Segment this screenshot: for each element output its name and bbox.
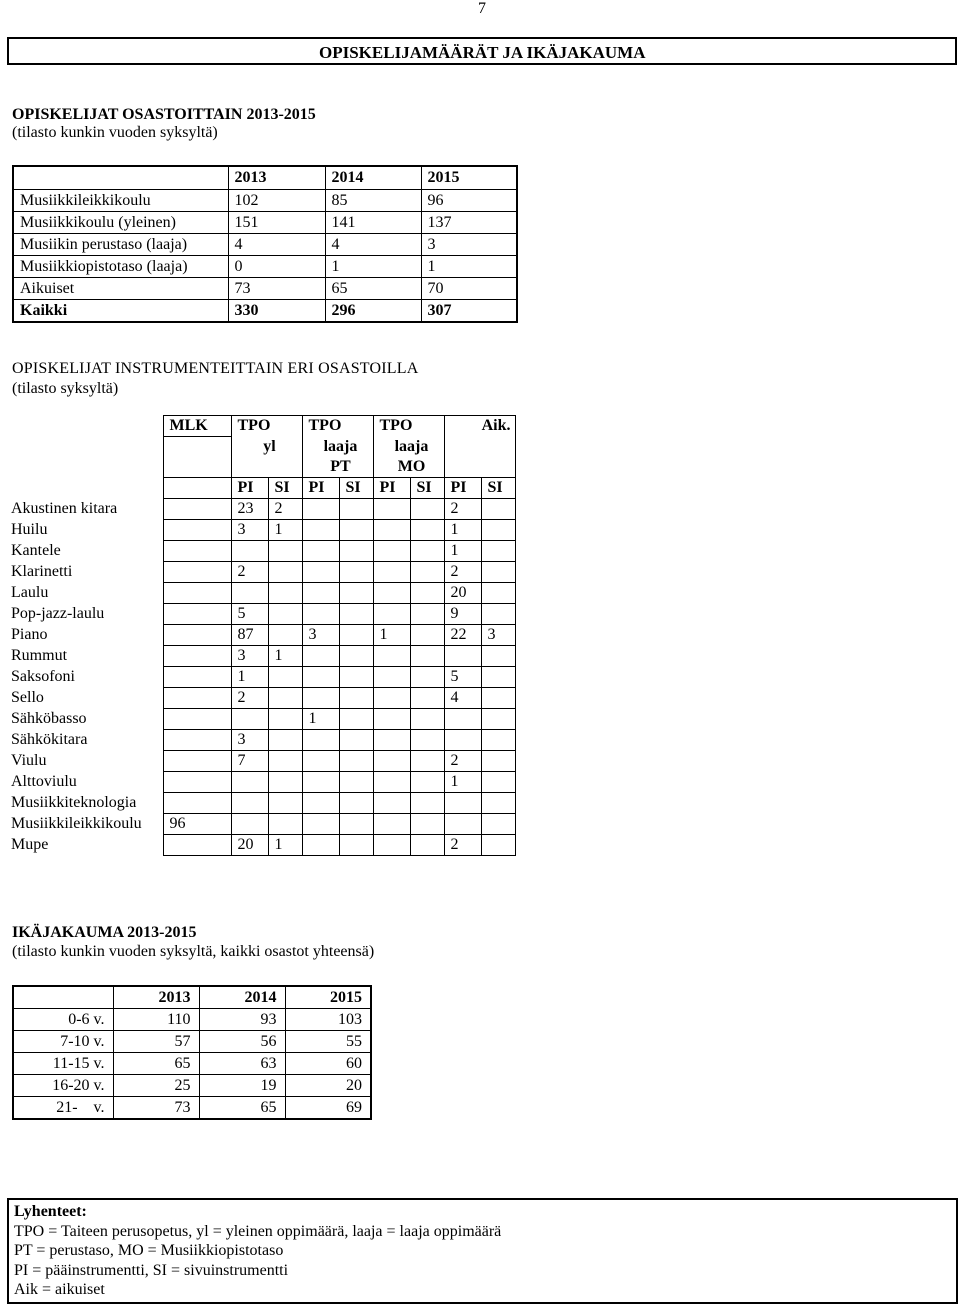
cell-mlk xyxy=(163,751,231,772)
cell: 4 xyxy=(325,234,421,256)
table-row xyxy=(5,646,515,667)
main-title: OPISKELIJAMÄÄRÄT JA IKÄJAKAUMA xyxy=(319,43,646,62)
cell: 1 xyxy=(268,520,302,541)
cell: 96 xyxy=(421,190,517,212)
cell: 4 xyxy=(444,688,481,709)
header-aik: Aik. xyxy=(444,416,515,437)
abbreviations-title: Lyhenteet: xyxy=(14,1203,87,1220)
cell xyxy=(268,583,302,604)
cell xyxy=(481,604,515,625)
cell xyxy=(302,583,339,604)
header-mlk: MLK xyxy=(163,416,231,437)
cell-mlk xyxy=(163,709,231,730)
cell: 20 xyxy=(231,835,268,856)
instrument-rows xyxy=(5,499,515,856)
cell xyxy=(481,583,515,604)
cell xyxy=(481,541,515,562)
cell: 102 xyxy=(228,190,325,212)
cell: 2 xyxy=(444,562,481,583)
cell xyxy=(373,730,410,751)
row-label: 7-10 v. xyxy=(13,1031,113,1053)
cell xyxy=(481,520,515,541)
cell xyxy=(268,604,302,625)
cell: 3 xyxy=(421,234,517,256)
cell xyxy=(410,562,444,583)
row-label: Musiikkikoulu (yleinen) xyxy=(13,212,228,234)
cell: 1 xyxy=(421,256,517,278)
table-row xyxy=(13,1031,371,1053)
cell xyxy=(339,667,373,688)
cell xyxy=(481,688,515,709)
cell xyxy=(302,646,339,667)
abbreviations-box xyxy=(7,1198,958,1304)
cell xyxy=(481,646,515,667)
header-si: SI xyxy=(339,478,373,499)
cell: 2 xyxy=(444,499,481,520)
cell xyxy=(268,751,302,772)
cell xyxy=(302,541,339,562)
table-row xyxy=(5,625,515,646)
cell-mlk xyxy=(163,604,231,625)
cell xyxy=(373,751,410,772)
instrument-label: Sähkökitara xyxy=(11,731,88,748)
header-row-curricula xyxy=(5,437,515,458)
cell xyxy=(373,583,410,604)
cell: 55 xyxy=(285,1031,371,1053)
cell-mlk xyxy=(163,562,231,583)
cell: 2 xyxy=(444,751,481,772)
table-row xyxy=(5,520,515,541)
cell xyxy=(339,499,373,520)
cell: 1 xyxy=(268,835,302,856)
table-row xyxy=(5,499,515,520)
cell: 1 xyxy=(444,520,481,541)
cell xyxy=(373,541,410,562)
instrument-label: Musiikkiteknologia xyxy=(11,794,137,811)
cell-mlk xyxy=(163,667,231,688)
year-header: 2013 xyxy=(113,986,199,1009)
table-row xyxy=(13,190,517,212)
cell xyxy=(410,625,444,646)
section2-subtitle: (tilasto syksyltä) xyxy=(12,380,119,397)
cell: 1 xyxy=(444,541,481,562)
cell: 2 xyxy=(231,562,268,583)
cell xyxy=(339,793,373,814)
table-row xyxy=(5,583,515,604)
year-header: 2014 xyxy=(325,166,421,190)
cell: 20 xyxy=(285,1075,371,1097)
cell xyxy=(339,688,373,709)
cell xyxy=(339,709,373,730)
cell xyxy=(410,751,444,772)
cell: 3 xyxy=(231,520,268,541)
cell xyxy=(231,583,268,604)
cell: 5 xyxy=(444,667,481,688)
header-laaja: laaja xyxy=(373,437,444,458)
instrument-label: Huilu xyxy=(11,521,48,538)
cell xyxy=(268,793,302,814)
cell xyxy=(302,730,339,751)
cell-mlk xyxy=(163,520,231,541)
cell: 70 xyxy=(421,278,517,300)
cell xyxy=(302,793,339,814)
table-row xyxy=(5,709,515,730)
cell: 307 xyxy=(421,300,517,323)
table-row xyxy=(13,1009,371,1031)
table-row xyxy=(13,1075,371,1097)
cell xyxy=(444,793,481,814)
cell: 5 xyxy=(231,604,268,625)
table-row xyxy=(5,793,515,814)
instrument-label: Klarinetti xyxy=(11,563,73,580)
cell: 7 xyxy=(231,751,268,772)
cell xyxy=(410,814,444,835)
header-pi: PI xyxy=(444,478,481,499)
age-distribution-table xyxy=(12,985,372,1120)
row-label: Aikuiset xyxy=(13,278,228,300)
header-blank xyxy=(13,166,228,190)
instrument-label: Mupe xyxy=(11,836,49,853)
cell: 0 xyxy=(228,256,325,278)
table-row xyxy=(5,835,515,856)
cell xyxy=(410,835,444,856)
cell xyxy=(444,709,481,730)
abbreviation-line: TPO = Taiteen perusopetus, yl = yleinen oppimäärä, laaja = laaja oppimäärä xyxy=(14,1222,502,1240)
year-header: 2013 xyxy=(228,166,325,190)
table-row xyxy=(5,730,515,751)
cell-mlk xyxy=(163,730,231,751)
table-row xyxy=(5,814,515,835)
section3-title: IKÄJAKAUMA 2013-2015 xyxy=(12,924,197,941)
cell: 9 xyxy=(444,604,481,625)
cell: 3 xyxy=(231,646,268,667)
cell xyxy=(268,772,302,793)
table-header-row xyxy=(13,986,371,1009)
cell: 2 xyxy=(231,688,268,709)
instrument-label: Pop-jazz-laulu xyxy=(11,605,105,622)
cell: 1 xyxy=(302,709,339,730)
section1-title: OPISKELIJAT OSASTOITTAIN 2013-2015 xyxy=(12,106,316,123)
cell xyxy=(268,814,302,835)
cell: 60 xyxy=(285,1053,371,1075)
cell-mlk xyxy=(163,646,231,667)
cell xyxy=(302,520,339,541)
cell xyxy=(410,499,444,520)
cell-mlk xyxy=(163,499,231,520)
cell-mlk xyxy=(163,688,231,709)
instrument-label: Sähköbasso xyxy=(11,710,87,727)
header-tpo-mo: TPO xyxy=(373,416,444,437)
cell: 65 xyxy=(113,1053,199,1075)
cell: 4 xyxy=(228,234,325,256)
table-row xyxy=(13,234,517,256)
cell: 110 xyxy=(113,1009,199,1031)
section1-subtitle: (tilasto kunkin vuoden syksyltä) xyxy=(12,124,218,141)
header-pi: PI xyxy=(302,478,339,499)
instrument-label: Sello xyxy=(11,689,44,706)
cell xyxy=(339,541,373,562)
cell xyxy=(373,709,410,730)
cell xyxy=(268,709,302,730)
cell: 330 xyxy=(228,300,325,323)
cell xyxy=(268,541,302,562)
cell xyxy=(481,772,515,793)
cell xyxy=(373,604,410,625)
cell: 2 xyxy=(268,499,302,520)
table-header-row xyxy=(13,166,517,190)
header-pi: PI xyxy=(231,478,268,499)
section2-title: OPISKELIJAT INSTRUMENTEITTAIN ERI OSASTOILLA xyxy=(12,360,419,377)
cell xyxy=(410,541,444,562)
table-row xyxy=(5,688,515,709)
cell: 3 xyxy=(481,625,515,646)
cell xyxy=(339,814,373,835)
cell xyxy=(231,709,268,730)
cell xyxy=(231,772,268,793)
cell-mlk: 96 xyxy=(163,814,231,835)
row-label: Musiikkiopistotaso (laaja) xyxy=(13,256,228,278)
table-row xyxy=(13,1097,371,1120)
year-header: 2014 xyxy=(199,986,285,1009)
header-blank xyxy=(5,416,163,437)
cell xyxy=(302,835,339,856)
year-header: 2015 xyxy=(421,166,517,190)
cell xyxy=(339,562,373,583)
cell xyxy=(339,604,373,625)
year-header: 2015 xyxy=(285,986,371,1009)
cell xyxy=(302,688,339,709)
cell xyxy=(302,667,339,688)
cell xyxy=(481,751,515,772)
cell: 87 xyxy=(231,625,268,646)
cell: 69 xyxy=(285,1097,371,1120)
header-tpo-pt: TPO xyxy=(302,416,373,437)
cell: 1 xyxy=(325,256,421,278)
cell: 151 xyxy=(228,212,325,234)
cell: 25 xyxy=(113,1075,199,1097)
cell: 1 xyxy=(444,772,481,793)
cell xyxy=(373,688,410,709)
cell xyxy=(410,583,444,604)
cell xyxy=(410,772,444,793)
row-label: Musiikin perustaso (laaja) xyxy=(13,234,228,256)
cell-mlk xyxy=(163,625,231,646)
cell xyxy=(481,667,515,688)
abbreviation-line: Aik = aikuiset xyxy=(14,1281,105,1298)
cell: 23 xyxy=(231,499,268,520)
cell: 56 xyxy=(199,1031,285,1053)
cell-mlk xyxy=(163,772,231,793)
cell xyxy=(339,835,373,856)
table-row xyxy=(13,1053,371,1075)
cell xyxy=(481,814,515,835)
cell-mlk xyxy=(163,793,231,814)
cell xyxy=(339,583,373,604)
cell xyxy=(410,730,444,751)
cell xyxy=(268,625,302,646)
cell xyxy=(410,520,444,541)
cell xyxy=(373,499,410,520)
header-si: SI xyxy=(481,478,515,499)
cell xyxy=(373,814,410,835)
cell xyxy=(410,688,444,709)
instrument-label: Kantele xyxy=(11,542,61,559)
cell xyxy=(410,667,444,688)
cell xyxy=(302,562,339,583)
cell xyxy=(231,814,268,835)
cell: 73 xyxy=(228,278,325,300)
cell: 73 xyxy=(113,1097,199,1120)
cell: 65 xyxy=(199,1097,285,1120)
row-label: Musiikkileikkikoulu xyxy=(13,190,228,212)
cell xyxy=(481,793,515,814)
cell xyxy=(339,772,373,793)
students-by-department-table xyxy=(12,165,518,323)
cell xyxy=(410,604,444,625)
cell xyxy=(373,667,410,688)
cell xyxy=(302,772,339,793)
cell: 103 xyxy=(285,1009,371,1031)
cell xyxy=(302,499,339,520)
row-label: 16-20 v. xyxy=(13,1075,113,1097)
section3-subtitle: (tilasto kunkin vuoden syksyltä, kaikki osastot yhteensä) xyxy=(12,943,375,960)
row-label: 11-15 v. xyxy=(13,1053,113,1075)
instrument-label: Akustinen kitara xyxy=(11,500,118,517)
cell xyxy=(410,793,444,814)
table-row xyxy=(13,278,517,300)
cell xyxy=(444,646,481,667)
cell: 19 xyxy=(199,1075,285,1097)
cell: 141 xyxy=(325,212,421,234)
table-row xyxy=(5,751,515,772)
cell xyxy=(302,604,339,625)
table-row xyxy=(5,772,515,793)
header-row-levels xyxy=(5,457,515,478)
cell-mlk xyxy=(163,541,231,562)
table-row xyxy=(5,604,515,625)
instrument-label: Viulu xyxy=(11,752,47,769)
cell: 20 xyxy=(444,583,481,604)
cell: 296 xyxy=(325,300,421,323)
header-tpo-yl: TPO xyxy=(231,416,302,437)
cell: 65 xyxy=(325,278,421,300)
cell: 3 xyxy=(302,625,339,646)
cell xyxy=(231,541,268,562)
abbreviation-line: PT = perustaso, MO = Musiikkiopistotaso xyxy=(14,1242,284,1259)
cell xyxy=(481,730,515,751)
cell: 22 xyxy=(444,625,481,646)
cell xyxy=(481,562,515,583)
cell xyxy=(231,793,268,814)
page-number: 7 xyxy=(478,0,486,17)
header-row-instrument-type xyxy=(5,478,515,499)
cell xyxy=(481,835,515,856)
cell xyxy=(339,646,373,667)
cell xyxy=(444,730,481,751)
cell xyxy=(302,751,339,772)
header-si: SI xyxy=(410,478,444,499)
instrument-label: Alttoviulu xyxy=(11,773,77,790)
cell: 85 xyxy=(325,190,421,212)
header-row-departments xyxy=(5,416,515,437)
cell xyxy=(373,772,410,793)
row-label: 0-6 v. xyxy=(13,1009,113,1031)
header-pi: PI xyxy=(373,478,410,499)
cell: 57 xyxy=(113,1031,199,1053)
cell: 1 xyxy=(373,625,410,646)
cell-mlk xyxy=(163,835,231,856)
cell xyxy=(410,709,444,730)
cell xyxy=(410,646,444,667)
total-row xyxy=(13,300,517,323)
cell xyxy=(373,562,410,583)
header-laaja: laaja xyxy=(302,437,373,458)
cell xyxy=(481,499,515,520)
cell xyxy=(373,835,410,856)
table-row xyxy=(5,667,515,688)
table-row xyxy=(5,562,515,583)
cell xyxy=(481,709,515,730)
cell xyxy=(268,730,302,751)
cell: 2 xyxy=(444,835,481,856)
cell: 3 xyxy=(231,730,268,751)
cell xyxy=(373,520,410,541)
instrument-label: Piano xyxy=(11,626,48,643)
instrument-label: Saksofoni xyxy=(11,668,75,685)
cell: 1 xyxy=(268,646,302,667)
cell xyxy=(373,793,410,814)
cell: 137 xyxy=(421,212,517,234)
main-title-box xyxy=(7,37,957,65)
row-label: Kaikki xyxy=(13,300,228,323)
header-blank xyxy=(13,986,113,1009)
abbreviation-line: PI = pääinstrumentti, SI = sivuinstrumentti xyxy=(14,1261,289,1279)
cell-mlk xyxy=(163,583,231,604)
instrument-label: Rummut xyxy=(11,647,68,664)
cell xyxy=(268,562,302,583)
cell xyxy=(268,667,302,688)
cell xyxy=(268,688,302,709)
cell xyxy=(339,625,373,646)
cell xyxy=(373,646,410,667)
instrument-label: Laulu xyxy=(11,584,49,601)
table-row xyxy=(5,541,515,562)
cell xyxy=(339,730,373,751)
row-label: 21- v. xyxy=(13,1097,113,1120)
header-pt: PT xyxy=(302,457,373,478)
cell xyxy=(339,520,373,541)
header-si: SI xyxy=(268,478,302,499)
table-row xyxy=(13,256,517,278)
cell: 1 xyxy=(231,667,268,688)
cell: 93 xyxy=(199,1009,285,1031)
table-row xyxy=(13,212,517,234)
cell xyxy=(444,814,481,835)
instrument-label: Musiikkileikkikoulu xyxy=(11,815,142,832)
cell xyxy=(302,814,339,835)
header-mo: MO xyxy=(373,457,444,478)
students-by-instrument-table xyxy=(5,415,516,856)
cell xyxy=(339,751,373,772)
header-yl: yl xyxy=(231,437,302,458)
cell: 63 xyxy=(199,1053,285,1075)
